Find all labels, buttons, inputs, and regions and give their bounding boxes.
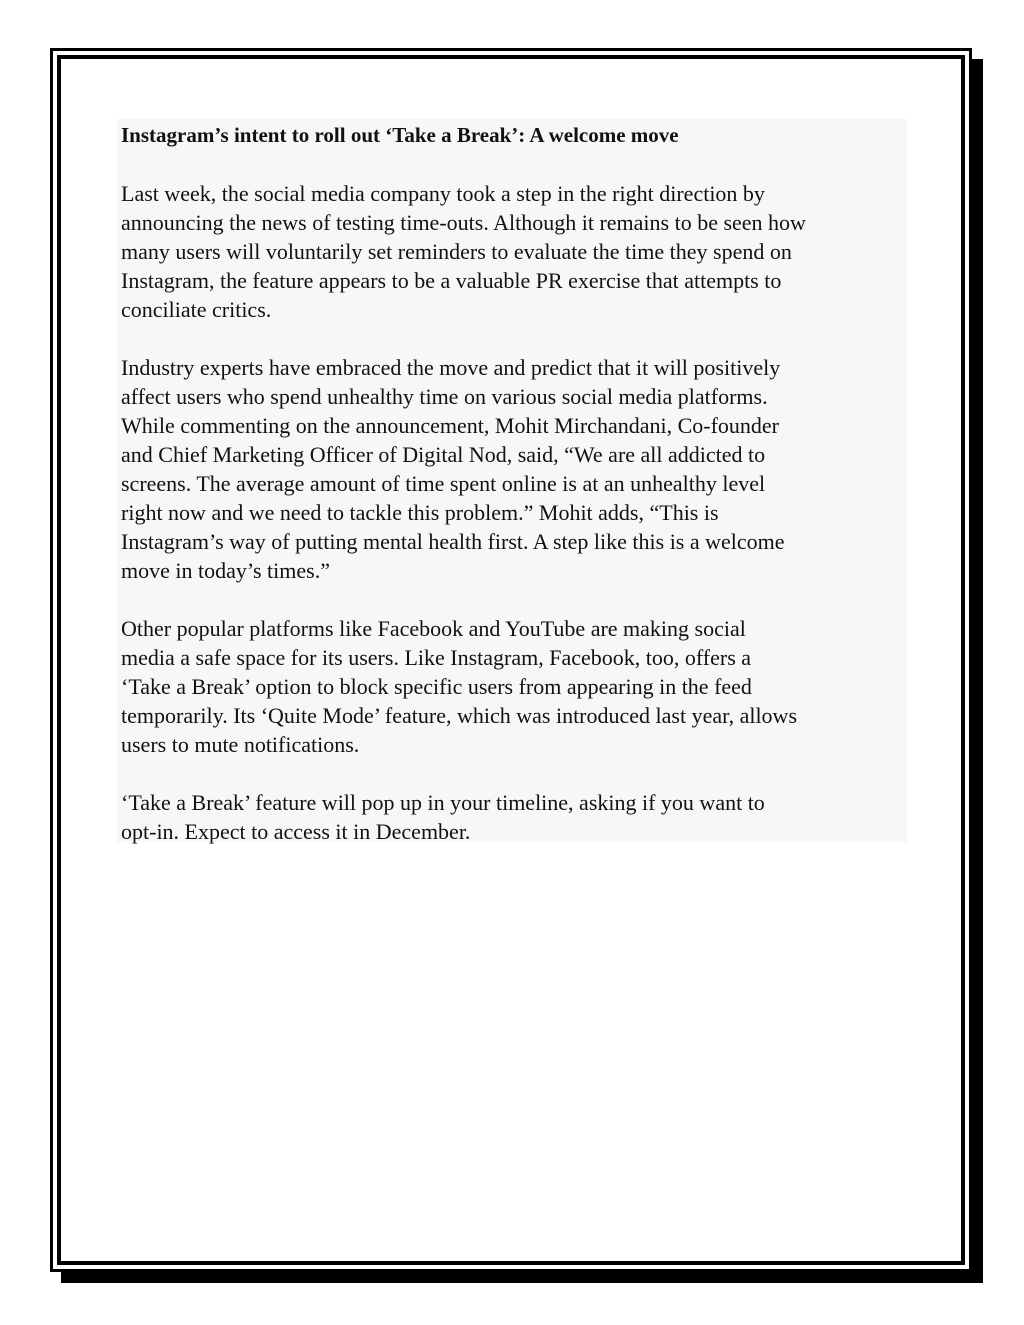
paragraph-line: right now and we need to tackle this problem.” Mohit adds, “This is [121,500,719,525]
article-paragraph [121,353,903,585]
paragraph-line: opt-in. Expect to access it in December. [121,819,471,844]
paragraph-line: Industry experts have embraced the move and predict that it will positively [121,355,781,380]
paragraph-line: Instagram, the feature appears to be a valuable PR exercise that attempts to [121,268,782,293]
article-paragraph [121,179,903,324]
paragraph-line: conciliate critics. [121,297,272,322]
paragraph-line: While commenting on the announcement, Mohit Mirchandani, Co-founder [121,413,780,438]
paragraph-line: ‘Take a Break’ feature will pop up in your timeline, asking if you want to [121,790,765,815]
paragraph-line: many users will voluntarily set reminders to evaluate the time they spend on [121,239,792,264]
article-paragraph [121,614,903,759]
paragraph-line: affect users who spend unhealthy time on various social media platforms. [121,384,768,409]
paragraph-line: media a safe space for its users. Like Instagram, Facebook, too, offers a [121,645,752,670]
article-text-box [117,119,907,842]
paragraph-line: screens. The average amount of time spent online is at an unhealthy level [121,471,766,496]
article-title: Instagram’s intent to roll out ‘Take a Break’: A welcome move [121,123,679,147]
paragraph-line: Other popular platforms like Facebook and YouTube are making social [121,616,746,641]
article-paragraph [121,788,903,846]
paragraph-line: and Chief Marketing Officer of Digital Nod, said, “We are all addicted to [121,442,766,467]
paragraph-line: temporarily. Its ‘Quite Mode’ feature, which was introduced last year, allows [121,703,798,728]
paragraph-line: move in today’s times.” [121,558,330,583]
paragraph-line: Last week, the social media company took a step in the right direction by [121,181,765,206]
paragraph-line: Instagram’s way of putting mental health first. A step like this is a welcome [121,529,785,554]
paragraph-line: announcing the news of testing time-outs. Although it remains to be seen how [121,210,806,235]
paragraph-line: users to mute notifications. [121,732,360,757]
paragraph-line: ‘Take a Break’ option to block specific users from appearing in the feed [121,674,752,699]
